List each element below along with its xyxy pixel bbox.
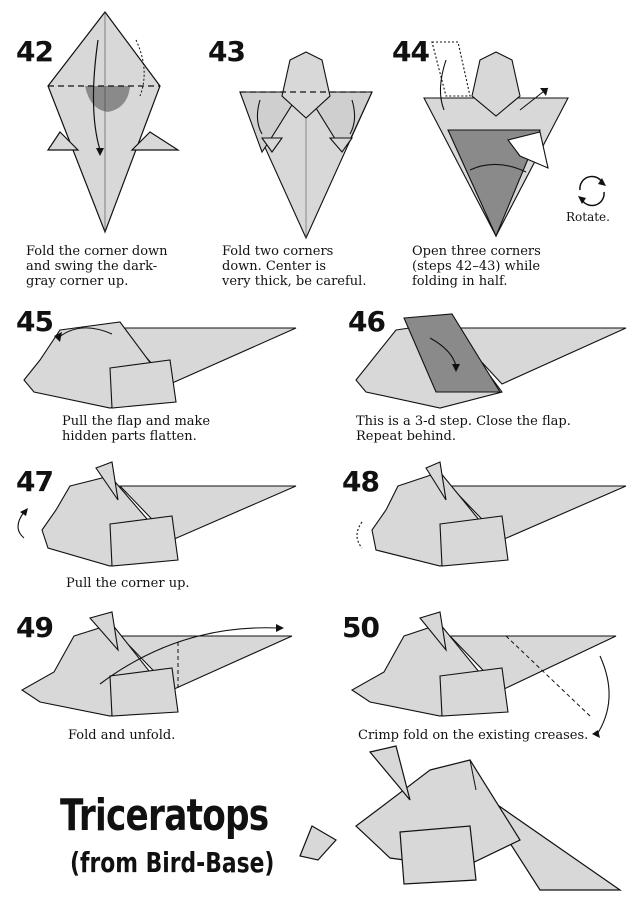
step-number-44: 44 (392, 35, 429, 68)
step-number-45: 45 (16, 305, 53, 338)
step-42-caption: Fold the corner down and swing the dark- gray corner up. (26, 244, 168, 289)
step-number-42: 42 (16, 35, 53, 68)
step-number-50: 50 (342, 611, 379, 644)
step-50-caption: Crimp fold on the existing creases. (358, 728, 589, 743)
step-43-caption: Fold two corners down. Center is very thick, be careful. (222, 244, 367, 289)
title-line-1: Triceratops (60, 790, 269, 841)
rotate-label: Rotate. (566, 210, 610, 224)
step-47-caption: Pull the corner up. (66, 576, 190, 591)
step-number-48: 48 (342, 465, 379, 498)
step-number-49: 49 (16, 611, 53, 644)
title-line-2: (from Bird-Base) (70, 846, 275, 879)
step-number-43: 43 (208, 35, 245, 68)
step-number-47: 47 (16, 465, 53, 498)
step-number-46: 46 (348, 305, 385, 338)
step-45-caption: Pull the flap and make hidden parts flatten. (62, 414, 211, 444)
step-44-caption: Open three corners (steps 42–43) while folding in half. (412, 244, 541, 289)
step-49-caption: Fold and unfold. (68, 728, 176, 743)
step-46-caption: This is a 3-d step. Close the flap. Repeat behind. (356, 414, 571, 444)
